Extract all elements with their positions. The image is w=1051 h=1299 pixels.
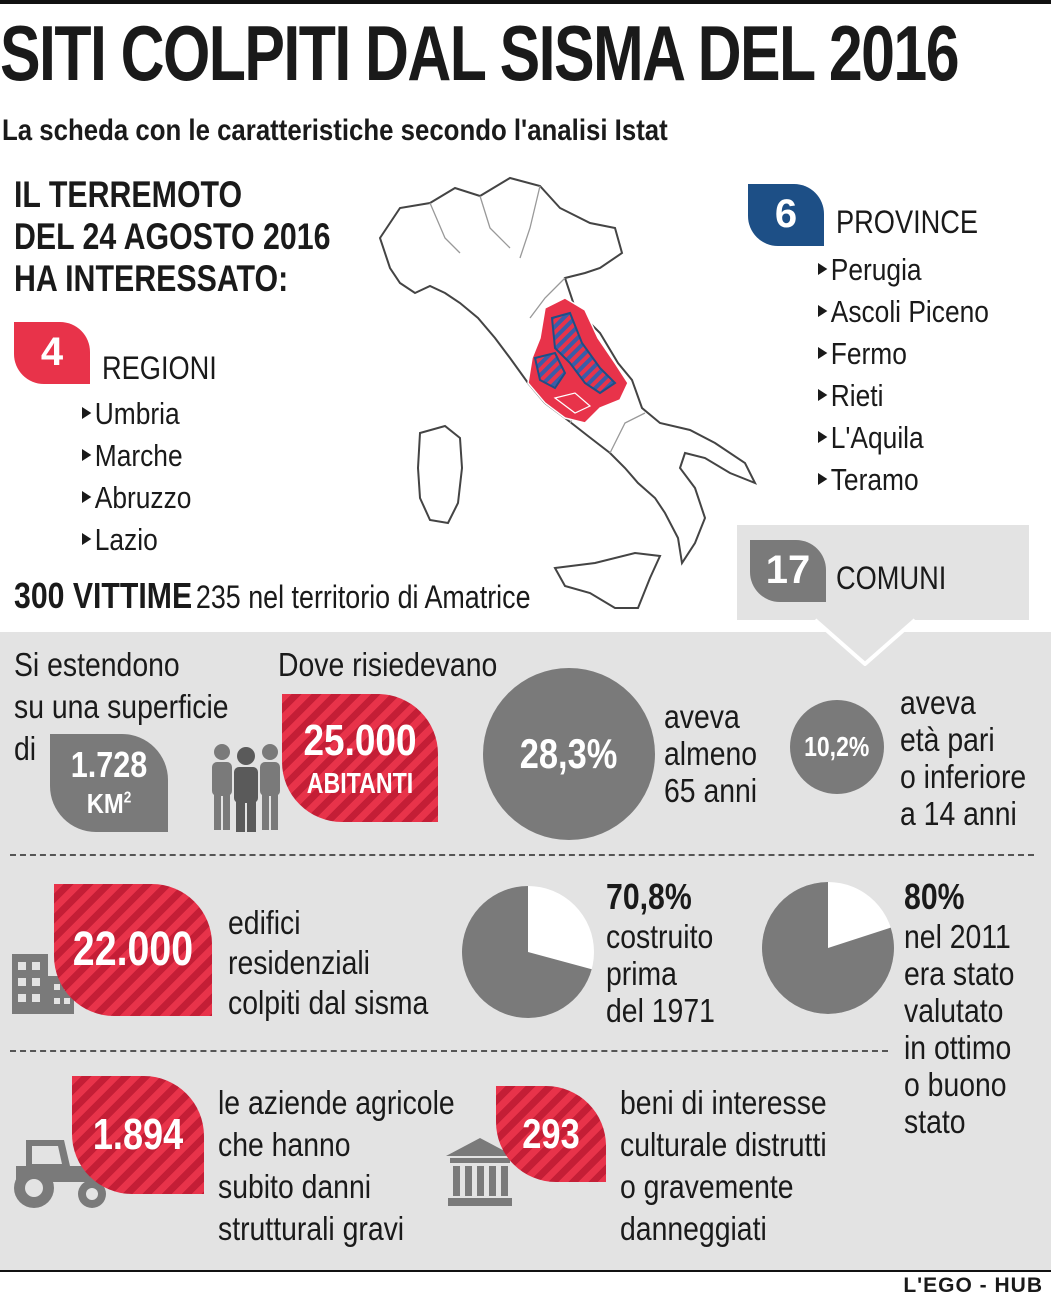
regions-count: 4 <box>40 330 64 374</box>
old-buildings-pct: 70,8% <box>606 876 692 917</box>
intro-line-2: DEL 24 AGOSTO 2016 <box>14 216 331 257</box>
area-unit-wrap <box>59 788 159 820</box>
old-buildings-text-3: del 1971 <box>606 992 715 1029</box>
province-item: Fermo <box>818 338 907 369</box>
comuni-count: 17 <box>765 548 811 592</box>
buildings-text-1: edifici <box>228 904 301 941</box>
divider <box>10 854 1034 856</box>
young-text-3: o inferiore <box>900 758 1027 795</box>
buildings-value: 22.000 <box>72 923 194 976</box>
elderly-text-2: almeno <box>664 735 758 772</box>
heritage-text-2: culturale distrutti <box>620 1126 827 1163</box>
province-item: Teramo <box>818 464 919 495</box>
region-item: Lazio <box>82 524 158 555</box>
farms-text-4: strutturali gravi <box>218 1210 405 1247</box>
buildings-text-2: residenziali <box>228 944 370 981</box>
good-state-text-3: valutato <box>904 992 1004 1029</box>
area-text-1: Si estendono <box>14 646 180 683</box>
farms-badge <box>72 1076 204 1194</box>
good-state-text-2: era stato <box>904 955 1015 992</box>
buildings-text-3: colpiti dal sisma <box>228 984 429 1021</box>
region-item: Abruzzo <box>82 482 191 513</box>
intro-line-3: HA INTERESSATO: <box>14 258 289 299</box>
farms-value: 1.894 <box>92 1110 184 1159</box>
young-text-2: età pari <box>900 721 995 758</box>
provinces-label: PROVINCE <box>836 204 979 240</box>
province-item: L'Aquila <box>818 422 924 453</box>
area-unit-sup: 2 <box>123 789 132 807</box>
provinces-count: 6 <box>774 192 798 236</box>
good-state-text-6: stato <box>904 1103 966 1140</box>
residents-value: 25.000 <box>303 716 417 765</box>
page-subtitle: La scheda con le caratteristiche secondo l'analisi Istat <box>2 114 668 147</box>
young-pct: 10,2% <box>804 731 870 762</box>
residents-unit: ABITANTI <box>306 768 414 800</box>
intro-line-1: IL TERREMOTO <box>14 174 243 215</box>
area-badge <box>50 734 168 832</box>
heritage-text-4: danneggiati <box>620 1210 767 1247</box>
bottom-rule <box>0 1270 1051 1272</box>
young-text-1: aveva <box>900 684 976 721</box>
good-state-text-4: in ottimo <box>904 1029 1012 1066</box>
area-unit: KM <box>86 788 124 819</box>
old-buildings-pie <box>460 884 596 1020</box>
province-item: Ascoli Piceno <box>818 296 989 327</box>
italy-map <box>360 168 760 628</box>
buildings-badge <box>54 884 212 1016</box>
regions-badge <box>14 322 90 384</box>
good-state-pie <box>760 880 896 1016</box>
comuni-badge <box>750 540 826 602</box>
elderly-pct: 28,3% <box>520 730 618 777</box>
good-state-pct: 80% <box>904 876 965 917</box>
heritage-text-3: o gravemente <box>620 1168 794 1205</box>
divider <box>10 1050 888 1052</box>
elderly-circle <box>483 668 655 840</box>
old-buildings-text-2: prima <box>606 955 677 992</box>
young-text-4: a 14 anni <box>900 795 1017 832</box>
region-item: Marche <box>82 440 183 471</box>
farms-text-2: che hanno <box>218 1126 351 1163</box>
provinces-badge <box>748 184 824 246</box>
heritage-value: 293 <box>522 1110 580 1157</box>
area-value: 1.728 <box>70 744 148 785</box>
comuni-pointer <box>815 618 915 666</box>
young-circle <box>790 700 884 794</box>
old-buildings-text-1: costruito <box>606 918 714 955</box>
footer-credit: L'EGO - HUB <box>903 1274 1043 1297</box>
good-state-text-1: nel 2011 <box>904 918 1011 955</box>
heritage-text-1: beni di interesse <box>620 1084 827 1121</box>
province-item: Rieti <box>818 380 883 411</box>
residents-label: Dove risiedevano <box>278 646 498 683</box>
area-text-2: su una superficie <box>14 688 229 725</box>
victims <box>14 575 531 616</box>
page-title: SITI COLPITI DAL SISMA DEL 2016 <box>0 9 958 97</box>
elderly-text-1: aveva <box>664 698 740 735</box>
people-icon <box>206 740 286 832</box>
victims-detail: 235 nel territorio di Amatrice <box>195 579 531 615</box>
good-state-text-5: o buono <box>904 1066 1007 1103</box>
farms-text-3: subito danni <box>218 1168 372 1205</box>
farms-text-1: le aziende agricole <box>218 1084 455 1121</box>
elderly-text-3: 65 anni <box>664 772 758 809</box>
top-rule <box>0 0 1051 4</box>
residents-badge <box>282 694 438 822</box>
victims-headline: 300 VITTIME <box>14 575 193 616</box>
regions-label: REGIONI <box>102 350 217 386</box>
region-item: Umbria <box>82 398 180 429</box>
comuni-label: COMUNI <box>836 560 947 596</box>
province-item: Perugia <box>818 254 922 285</box>
area-text-3: di <box>14 730 37 767</box>
